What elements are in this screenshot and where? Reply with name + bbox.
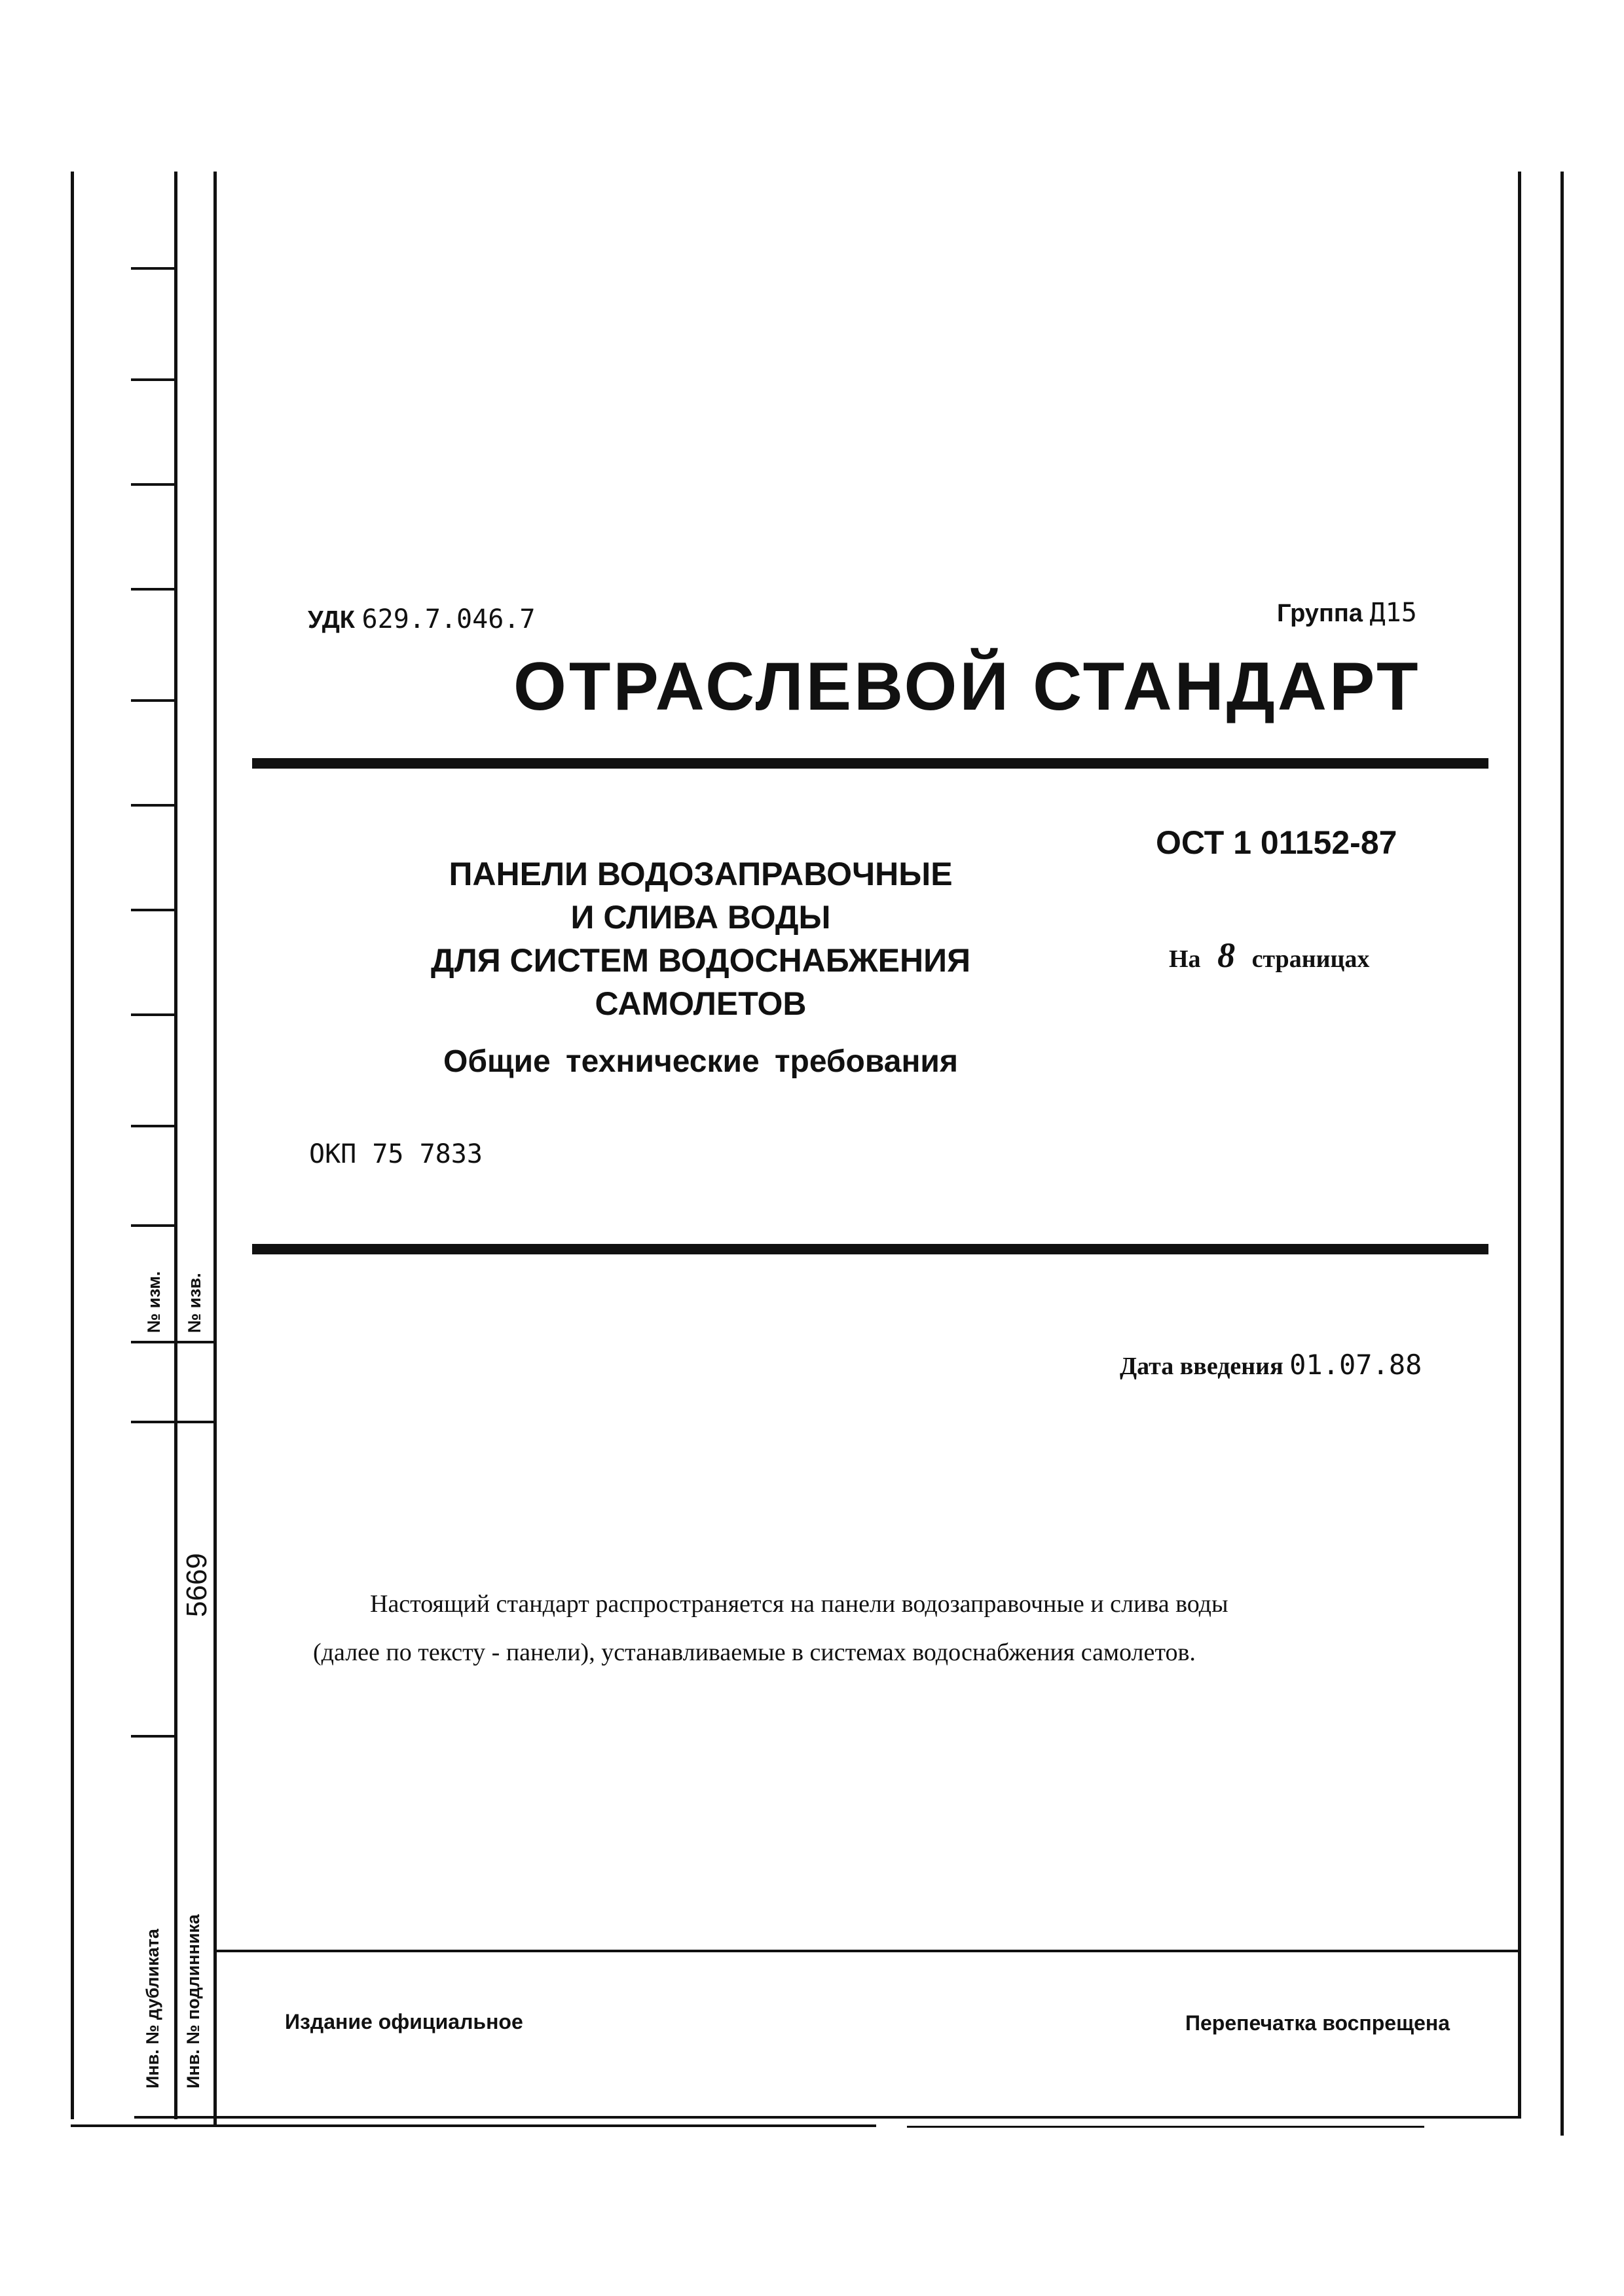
right-frame-line xyxy=(1518,172,1521,2116)
footer-official-edition: Издание официальное xyxy=(285,2010,523,2033)
introduction-date-line xyxy=(1120,1349,1422,1381)
page-count-line xyxy=(1169,935,1369,975)
udk-label: УДК xyxy=(308,606,355,634)
title-line-3: ДЛЯ СИСТЕМ ВОДОСНАБЖЕНИЯ xyxy=(430,942,971,979)
stamp-tick xyxy=(131,804,177,807)
group-label: Группа xyxy=(1277,600,1363,627)
stamp-tick xyxy=(131,1735,177,1738)
notice-number-label: № изв. xyxy=(185,1273,204,1333)
title-line-2: И СЛИВА ВОДЫ xyxy=(570,899,831,936)
stamp-tick xyxy=(131,1125,177,1127)
original-inventory-label: Инв. № подлинника xyxy=(183,1914,203,2088)
body-text-line-1: Настоящий стандарт распространяется на панели водозаправочные и слива воды xyxy=(370,1590,1228,1618)
stamp-tick xyxy=(131,699,177,702)
outer-bottom-line-1 xyxy=(71,2124,876,2127)
stamp-tick xyxy=(131,1224,177,1227)
bottom-frame-line xyxy=(134,2116,1521,2119)
original-inventory-number: 5669 xyxy=(181,1553,213,1617)
group-line xyxy=(1277,598,1417,628)
stamp-tick xyxy=(131,267,177,270)
top-thick-rule xyxy=(252,758,1488,769)
stamp-divider xyxy=(131,1421,216,1423)
title-line-4: САМОЛЕТОВ xyxy=(595,985,807,1022)
udk-value: 629.7.046.7 xyxy=(361,604,536,634)
document-title xyxy=(367,852,1035,1025)
stamp-column-line-2 xyxy=(174,172,177,2119)
body-text-line-2: (далее по тексту - панели), устанавливаемые в системах водоснабжения самолетов. xyxy=(313,1639,1196,1666)
group-value: Д15 xyxy=(1369,598,1417,628)
stamp-column-line-1 xyxy=(71,172,74,2119)
okp-code: ОКП 75 7833 xyxy=(309,1139,483,1169)
introduction-label: Дата введения xyxy=(1120,1353,1283,1380)
stamp-tick xyxy=(131,588,177,591)
duplicate-inventory-label: Инв. № дубликата xyxy=(143,1929,162,2088)
stamp-divider xyxy=(131,1341,216,1343)
stamp-column-line-3 xyxy=(213,172,217,2126)
document-subtitle: Общие технические требования xyxy=(443,1044,958,1079)
stamp-tick xyxy=(131,909,177,911)
right-outer-line xyxy=(1560,172,1564,2136)
page-title: ОТРАСЛЕВОЙ СТАНДАРТ xyxy=(513,649,1421,725)
stamp-tick xyxy=(131,378,177,381)
footer-separator xyxy=(213,1950,1521,1952)
udk-line xyxy=(308,604,535,634)
pages-suffix: страницах xyxy=(1251,945,1370,973)
bottom-thick-rule xyxy=(252,1244,1488,1254)
introduction-date: 01.07.88 xyxy=(1289,1349,1422,1381)
standard-number: ОСТ 1 01152-87 xyxy=(1156,824,1397,861)
stamp-tick xyxy=(131,1013,177,1016)
pages-count: 8 xyxy=(1217,936,1236,975)
change-number-label: № изм. xyxy=(144,1271,164,1333)
stamp-tick xyxy=(131,483,177,486)
title-line-1: ПАНЕЛИ ВОДОЗАПРАВОЧНЫЕ xyxy=(449,856,953,892)
footer-reprint-prohibited: Перепечатка воспрещена xyxy=(1185,2011,1450,2035)
pages-prefix: На xyxy=(1169,945,1201,973)
outer-bottom-line-2 xyxy=(907,2126,1424,2128)
